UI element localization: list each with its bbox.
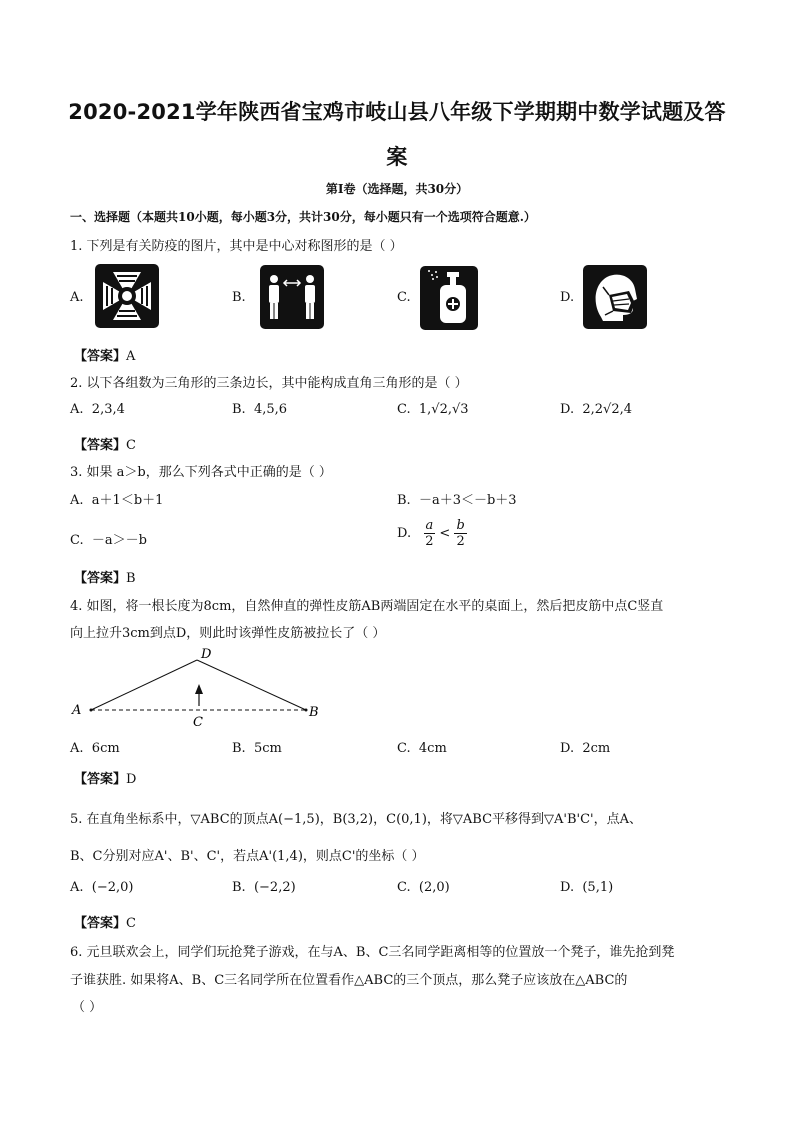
- relation: <: [439, 526, 451, 541]
- q4-option-d: [560, 741, 610, 756]
- q5-answer: [74, 912, 136, 931]
- option-value: 1,√2,√3: [418, 402, 469, 417]
- option-value: 2cm: [582, 741, 611, 756]
- option-label: A.: [70, 880, 84, 895]
- q4-text-line1: 4. 如图，将一根长度为8cm，自然伸直的弹性皮筋AB两端固定在水平的桌面上，然后把皮筋中点C竖直: [70, 599, 664, 614]
- social-distance-icon: [260, 265, 324, 329]
- q3-option-d: [397, 518, 467, 549]
- option-value: 2,2√2,4: [582, 402, 632, 417]
- answer-value: D: [126, 772, 137, 787]
- option-value: (2,0): [418, 880, 450, 895]
- option-label: A.: [70, 493, 84, 508]
- option-label: B.: [397, 493, 411, 508]
- option-value: (−2,0): [91, 880, 134, 895]
- q4-option-c: [397, 741, 447, 756]
- q2-option-a: [70, 402, 125, 417]
- q3-option-a: [70, 489, 163, 508]
- label-a: A: [72, 703, 82, 718]
- option-value: 2,3,4: [91, 402, 125, 417]
- q6-text-line2: 子谁获胜. 如果将A、B、C三名同学所在位置看作△ABC的三个顶点，那么凳子应该放在△ABC的: [70, 973, 628, 988]
- q5-option-b: [232, 880, 296, 895]
- option-value: a＋1＜b＋1: [91, 493, 164, 508]
- option-label: D.: [560, 402, 575, 417]
- answer-value: A: [126, 349, 136, 364]
- arrow-head: [195, 684, 203, 694]
- section-heading: 一、选择题（本题共10小题，每小题3分，共计30分，每小题只有一个选项符合题意.）: [70, 210, 536, 224]
- part-title: 第Ⅰ卷（选择题，共30分）: [325, 182, 469, 196]
- q4-figure: [60, 640, 340, 735]
- q5-option-d: [560, 880, 613, 895]
- q3-text: 3. 如果 a＞b，那么下列各式中正确的是（ ）: [70, 465, 332, 480]
- q3-option-b: [397, 489, 517, 508]
- option-label: B.: [232, 402, 246, 417]
- segment-ad: [91, 660, 197, 710]
- option-label: C.: [397, 402, 411, 417]
- denominator: 2: [456, 534, 465, 549]
- option-label: D.: [560, 741, 575, 756]
- option-label: A.: [70, 741, 84, 756]
- answer-value: B: [126, 571, 136, 586]
- q1-option-c-label: C.: [397, 290, 411, 305]
- label-c: C: [193, 715, 203, 730]
- fraction-a-over-2: [424, 518, 436, 549]
- option-label: A.: [70, 402, 84, 417]
- answer-label: 【答案】: [74, 772, 127, 787]
- q1-option-a-label: A.: [70, 290, 84, 305]
- q2-option-d: [560, 402, 632, 417]
- q6-text-line3: （ ）: [72, 1000, 103, 1015]
- doc-title-line1: 2020-2021学年陕西省宝鸡市岐山县八年级下学期期中数学试题及答: [68, 100, 726, 124]
- answer-value: C: [126, 916, 136, 931]
- option-label: C.: [70, 533, 84, 548]
- option-value: 5cm: [253, 741, 282, 756]
- option-value: 4cm: [418, 741, 447, 756]
- label-d: D: [201, 647, 212, 662]
- q1-answer: [74, 345, 135, 364]
- denominator: 2: [425, 534, 434, 549]
- fan-icon: [95, 264, 159, 328]
- numerator: a: [425, 518, 434, 533]
- q5-text-line1: 5. 在直角坐标系中，▽ABC的顶点A(−1,5)，B(3,2)，C(0,1)，将▽ABC平移得到▽A'B'C'，点A、: [70, 812, 643, 827]
- q2-answer: [74, 434, 136, 453]
- q5-option-c: [397, 880, 450, 895]
- q2-option-b: [232, 402, 287, 417]
- q3-answer: [74, 567, 136, 586]
- answer-label: 【答案】: [74, 571, 127, 586]
- option-label: C.: [397, 741, 411, 756]
- answer-label: 【答案】: [74, 916, 127, 931]
- fraction-b-over-2: [454, 518, 466, 549]
- q1-option-d-label: D.: [560, 290, 575, 305]
- q6-text-line1: 6. 元旦联欢会上，同学们玩抢凳子游戏，在与A、B、C三名同学距离相等的位置放一个凳子，谁先抢到凳: [70, 945, 675, 960]
- option-value: (5,1): [582, 880, 614, 895]
- q5-option-a: [70, 880, 134, 895]
- q4-option-b: [232, 741, 282, 756]
- option-value: －a＞－b: [91, 533, 147, 548]
- numerator: b: [456, 518, 465, 533]
- option-value: 4,5,6: [253, 402, 288, 417]
- answer-label: 【答案】: [74, 349, 127, 364]
- q2-option-c: [397, 402, 469, 417]
- option-value: 6cm: [91, 741, 120, 756]
- option-label: B.: [232, 880, 246, 895]
- q3-option-c: [70, 529, 147, 548]
- option-label: B.: [232, 741, 246, 756]
- q1-text: 1. 下列是有关防疫的图片，其中是中心对称图形的是（ ）: [70, 239, 403, 254]
- q4-text-line2: 向上拉升3cm到点D，则此时该弹性皮筋被拉长了（ ）: [70, 626, 386, 641]
- option-label: D.: [560, 880, 575, 895]
- answer-label: 【答案】: [74, 438, 127, 453]
- doc-title-line2: 案: [386, 145, 408, 169]
- option-value: (−2,2): [253, 880, 296, 895]
- q4-option-a: [70, 741, 120, 756]
- option-label: D.: [397, 526, 412, 541]
- answer-value: C: [126, 438, 136, 453]
- q4-answer: [74, 768, 136, 787]
- segment-db: [197, 660, 306, 710]
- q5-text-line2: B、C分别对应A'、B'、C'，若点A'(1,4)，则点C'的坐标（ ）: [70, 849, 425, 864]
- sanitizer-spray-icon: [420, 266, 478, 330]
- q1-option-b-label: B.: [232, 290, 246, 305]
- label-b: B: [309, 705, 319, 720]
- q2-text: 2. 以下各组数为三角形的三条边长，其中能构成直角三角形的是（ ）: [70, 376, 468, 391]
- face-mask-icon: [583, 265, 647, 329]
- option-label: C.: [397, 880, 411, 895]
- option-value: －a＋3＜－b＋3: [418, 493, 517, 508]
